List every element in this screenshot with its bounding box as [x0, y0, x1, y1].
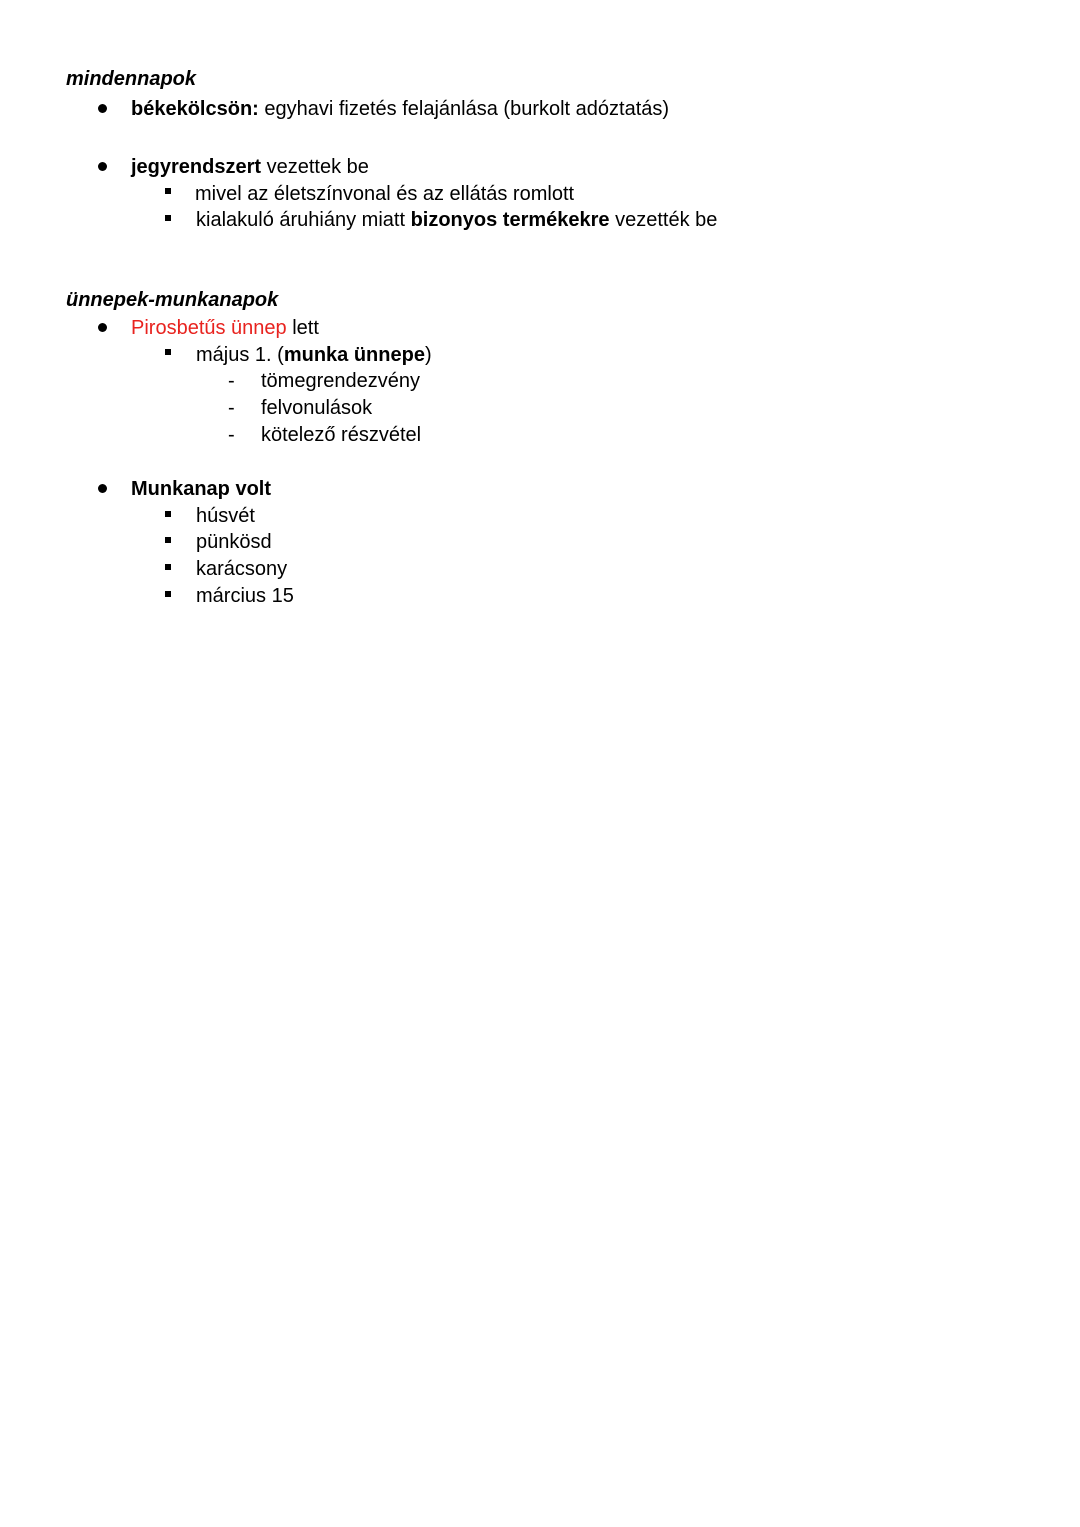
sub-item-text: ) [424, 344, 432, 366]
term-bekekolcson: békekölcsön: [131, 98, 259, 120]
dash-item: tömegrendezvény [261, 370, 420, 392]
sub-item-text: vezették be [609, 209, 718, 231]
square-bullet [165, 591, 171, 597]
sub-item [196, 207, 717, 233]
sub-item: pünkösd [196, 531, 272, 553]
bullet-dot [98, 323, 107, 332]
sub-item [196, 342, 432, 368]
sub-item-bold: munka ünnepe [283, 344, 425, 366]
section-heading-mindennapok: mindennapok [66, 68, 197, 90]
dash-item: kötelező részvétel [261, 424, 422, 446]
list-item-bekekolcson [131, 96, 669, 122]
list-item-munkanap: Munkanap volt [131, 478, 272, 500]
square-bullet [165, 215, 171, 221]
bullet-dot [98, 104, 107, 113]
square-bullet [165, 349, 171, 355]
sub-item-bold: bizonyos termékekre [410, 209, 610, 231]
square-bullet [165, 511, 171, 517]
dash-marker: - [228, 424, 235, 446]
dash-marker: - [228, 397, 235, 419]
item-text: lett [286, 317, 319, 339]
item-text: vezettek be [261, 156, 369, 178]
sub-item: mivel az életszínvonal és az ellátás romlott [195, 183, 575, 205]
sub-item-text: május 1. ( [196, 344, 284, 366]
section-heading-unnepek: ünnepek-munkanapok [66, 289, 279, 311]
red-text: Pirosbetűs ünnep [131, 317, 287, 339]
square-bullet [165, 564, 171, 570]
dash-item: felvonulások [261, 397, 373, 419]
sub-item-text: kialakuló áruhiány miatt [196, 209, 411, 231]
bullet-dot [98, 484, 107, 493]
list-item-jegyrendszer [131, 154, 369, 180]
sub-item: március 15 [196, 585, 294, 607]
sub-item: húsvét [196, 505, 255, 527]
bullet-dot [98, 162, 107, 171]
item-text: egyhavi fizetés felajánlása (burkolt adóztatás) [258, 98, 670, 120]
sub-item: karácsony [196, 558, 288, 580]
list-item-pirosbetus [131, 315, 319, 341]
term-jegyrendszert: jegyrendszert [131, 156, 262, 178]
square-bullet [165, 188, 171, 194]
dash-marker: - [228, 370, 235, 392]
square-bullet [165, 537, 171, 543]
